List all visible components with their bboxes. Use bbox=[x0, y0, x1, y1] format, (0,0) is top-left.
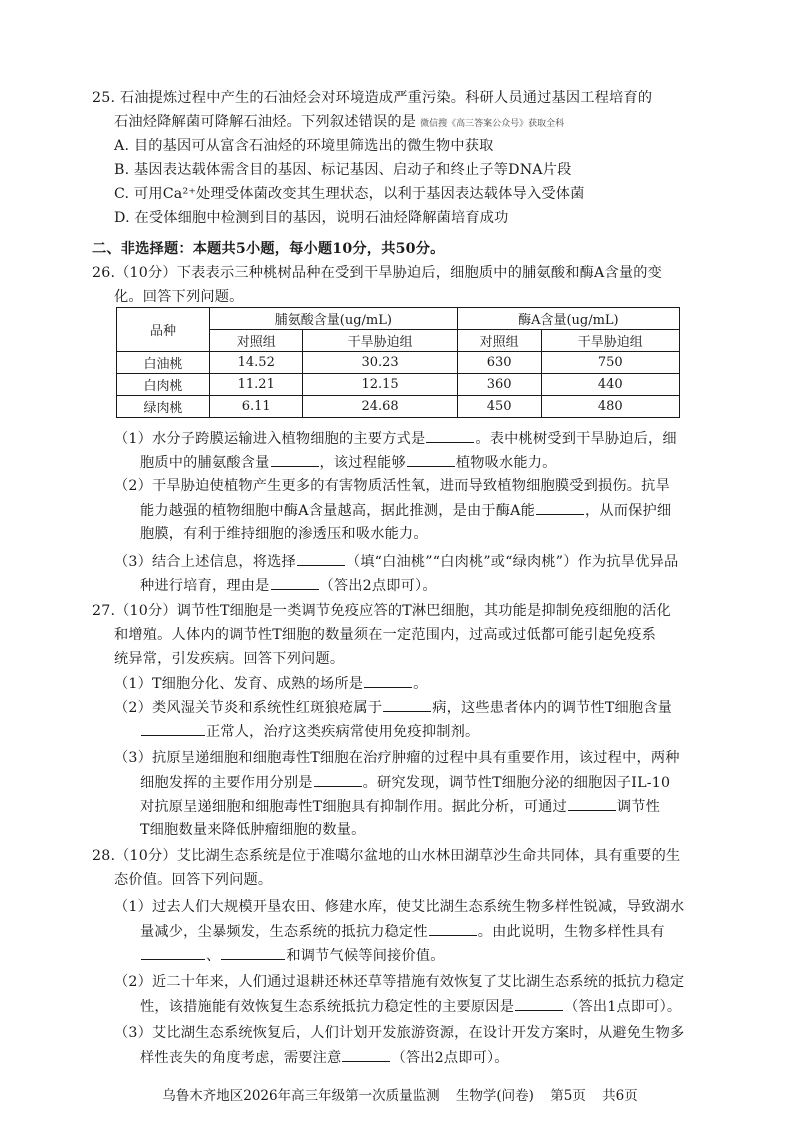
q25-stem-line1: 25. 石油提炼过程中产生的石油烃会对环境造成严重污染。科研人员通过基因工程培育的 bbox=[92, 90, 653, 106]
q28-sub1-text: 和调节气候等间接价值。 bbox=[286, 948, 445, 964]
q27-sub3-line2 bbox=[140, 772, 670, 793]
q26-sub1-text: 植物吸水能力。 bbox=[455, 455, 557, 471]
q28-sub2-text: （答出1点即可）。 bbox=[564, 999, 682, 1015]
q26-sub2-text: ，从而保护细 bbox=[584, 503, 672, 519]
answer-blank[interactable] bbox=[271, 452, 319, 467]
table-cell: 360 bbox=[457, 374, 541, 396]
answer-blank[interactable] bbox=[426, 428, 474, 443]
q27-sub2-text: 正常人，治疗这类疾病常使用免疫抑制剂。 bbox=[206, 724, 480, 740]
q27-sub3-text: 对抗原呈递细胞和细胞毒性T细胞具有抑制作用。据此分析，可通过 bbox=[140, 799, 567, 815]
table-header-variety: 品种 bbox=[117, 308, 210, 352]
table-cell: 480 bbox=[541, 396, 679, 418]
q25-stem-line2 bbox=[114, 112, 564, 134]
table-header-proline: 脯氨酸含量(ug/mL) bbox=[210, 308, 458, 330]
answer-blank[interactable] bbox=[536, 500, 584, 515]
q26-sub3-text: （填“白油桃”“白肉桃”或“绿肉桃”）作为抗旱优异品 bbox=[345, 554, 679, 570]
q26-sub1-text: （1）水分子跨膜运输进入植物细胞的主要方式是 bbox=[114, 431, 426, 447]
table-cell-variety: 绿肉桃 bbox=[117, 396, 210, 418]
table-cell: 450 bbox=[457, 396, 541, 418]
answer-blank[interactable] bbox=[568, 796, 616, 811]
q27-stem-line3: 统异常，引发疾病。回答下列问题。 bbox=[114, 651, 345, 667]
q28-sub2-text: 性，该措施能有效恢复生态系统抵抗力稳定性的主要原因是 bbox=[140, 999, 515, 1015]
q27-sub3-text: 细胞发挥的主要作用分别是 bbox=[140, 775, 313, 791]
table-cell: 24.68 bbox=[303, 396, 457, 418]
table-cell: 440 bbox=[541, 374, 679, 396]
q26-sub2-line3: 胞膜，有利于维持细胞的渗透压和吸水能力。 bbox=[140, 526, 428, 542]
q27-sub2-line2 bbox=[140, 721, 479, 742]
answer-blank[interactable] bbox=[141, 721, 205, 736]
table-header-enzyme-drought: 干旱胁迫组 bbox=[541, 330, 679, 352]
answer-blank[interactable] bbox=[314, 772, 362, 787]
q26-sub3-text: （3）结合上述信息，将选择 bbox=[114, 554, 296, 570]
q26-data-table bbox=[116, 307, 680, 418]
answer-blank[interactable] bbox=[383, 697, 431, 712]
q26-sub3-text: 种进行培育，理由是 bbox=[140, 578, 270, 594]
q26-sub2-text: 能力越强的植物细胞中酶A含量越高，据此推测，是由于酶A能 bbox=[140, 503, 535, 519]
q26-sub3-line1 bbox=[114, 551, 678, 572]
q27-sub3-line1: （3）抗原呈递细胞和细胞毒性T细胞在治疗肿瘤的过程中具有重要作用，该过程中，两种 bbox=[114, 750, 680, 766]
q28-sub1-text: 量减少，尘暴频发，生态系统的抵抗力稳定性 bbox=[140, 924, 428, 940]
q27-sub2-text: （2）类风湿关节炎和系统性红斑狼疮属于 bbox=[114, 700, 383, 716]
table-cell: 750 bbox=[541, 352, 679, 374]
table-header-enzyme: 酶A含量(ug/mL) bbox=[457, 308, 679, 330]
table-cell-variety: 白肉桃 bbox=[117, 374, 210, 396]
q26-sub1-text: 。表中桃树受到干旱胁迫后，细 bbox=[475, 431, 677, 447]
answer-blank[interactable] bbox=[271, 575, 319, 590]
q28-sub1-text: 。由此说明，生物多样性具有 bbox=[477, 924, 665, 940]
q27-sub3-line4: T细胞数量来降低肿瘤细胞的数量。 bbox=[140, 822, 366, 838]
table-header-proline-drought: 干旱胁迫组 bbox=[303, 330, 457, 352]
q28-sub1-text: 、 bbox=[206, 948, 221, 964]
q26-sub3-line2 bbox=[140, 575, 437, 596]
q28-sub1-line3 bbox=[140, 945, 445, 966]
q27-sub1 bbox=[114, 673, 427, 694]
footer-exam-title: 乌鲁木齐地区2026年高三年级第一次质量监测 bbox=[162, 1088, 440, 1104]
q25-option-a: A. 目的基因可从富含石油烃的环境里筛选出的微生物中获取 bbox=[114, 138, 494, 154]
q28-sub3-line2 bbox=[140, 1047, 509, 1068]
page-footer bbox=[0, 1084, 800, 1104]
answer-blank[interactable] bbox=[364, 673, 412, 688]
footer-page-number: 第5页 bbox=[550, 1088, 586, 1104]
table-header-proline-control: 对照组 bbox=[210, 330, 303, 352]
footer-subject: 生物学(问卷) bbox=[455, 1088, 534, 1104]
q27-sub3-text: 。研究发现，调节性T细胞分泌的细胞因子IL-10 bbox=[362, 775, 671, 791]
q27-sub1-text: 。 bbox=[413, 676, 428, 692]
section-heading: 二、非选择题：本题共5小题，每小题10分，共50分。 bbox=[92, 241, 445, 257]
q26-sub3-text: （答出2点即可）。 bbox=[319, 578, 437, 594]
answer-blank[interactable] bbox=[515, 996, 563, 1011]
q26-sub1-text: ，该过程能够 bbox=[319, 455, 406, 471]
answer-blank[interactable] bbox=[342, 1047, 390, 1062]
q26-sub1-line1 bbox=[114, 428, 677, 449]
q26-sub1-text: 胞质中的脯氨酸含量 bbox=[140, 455, 270, 471]
watermark-note: 微信搜《高三答案公众号》获取全科 bbox=[420, 119, 565, 129]
table-row bbox=[117, 374, 680, 396]
q28-sub3-text: （答出2点即可）。 bbox=[391, 1050, 509, 1066]
q28-sub3-line1: （3）艾比湖生态系统恢复后，人们计划开发旅游资源，在设计开发方案时，从避免生物多 bbox=[114, 1025, 685, 1041]
q25-stem-text: 石油烃降解菌可降解石油烃。下列叙述错误的是 bbox=[114, 114, 417, 130]
answer-blank[interactable] bbox=[141, 945, 205, 960]
q25-option-d: D. 在受体细胞中检测到目的基因，说明石油烃降解菌培育成功 bbox=[114, 210, 509, 226]
q28-sub2-line1: （2）近二十年来，人们通过退耕还林还草等措施有效恢复了艾比湖生态系统的抵抗力稳定 bbox=[114, 974, 685, 990]
footer-page-total: 共6页 bbox=[602, 1088, 638, 1104]
q27-sub2-line1 bbox=[114, 697, 672, 718]
q28-stem-line1: 28.（10分）艾比湖生态系统是位于准噶尔盆地的山水林田湖草沙生命共同体，具有重要的生 bbox=[92, 848, 681, 864]
answer-blank[interactable] bbox=[429, 921, 477, 936]
table-row bbox=[117, 352, 680, 374]
table-header-enzyme-control: 对照组 bbox=[457, 330, 541, 352]
table-cell: 11.21 bbox=[210, 374, 303, 396]
table-cell: 630 bbox=[457, 352, 541, 374]
q26-sub1-line2 bbox=[140, 452, 557, 473]
q28-stem-line2: 态价值。回答下列问题。 bbox=[114, 872, 273, 888]
q26-stem-line2: 化。回答下列问题。 bbox=[114, 289, 244, 305]
q26-sub2-line1: （2）干旱胁迫使植物产生更多的有害物质活性氧，进而导致植物细胞膜受到损伤。抗旱 bbox=[114, 478, 670, 494]
table-cell: 12.15 bbox=[303, 374, 457, 396]
table-cell: 30.23 bbox=[303, 352, 457, 374]
q28-sub2-line2 bbox=[140, 996, 681, 1017]
answer-blank[interactable] bbox=[297, 551, 345, 566]
q26-sub2-line2 bbox=[140, 500, 671, 521]
q27-sub2-text: 病，这些患者体内的调节性T细胞含量 bbox=[432, 700, 673, 716]
q27-sub3-text: 调节性 bbox=[616, 799, 661, 815]
answer-blank[interactable] bbox=[221, 945, 285, 960]
q28-sub1-line1: （1）过去人们大规模开垦农田、修建水库，使艾比湖生态系统生物多样性锐减，导致湖水 bbox=[114, 899, 685, 915]
q27-sub1-text: （1）T细胞分化、发育、成熟的场所是 bbox=[114, 676, 364, 692]
q27-sub3-line3 bbox=[140, 796, 660, 817]
table-cell: 6.11 bbox=[210, 396, 303, 418]
table-cell-variety: 白油桃 bbox=[117, 352, 210, 374]
table-row bbox=[117, 396, 680, 418]
q25-option-b: B. 基因表达载体需含目的基因、标记基因、启动子和终止子等DNA片段 bbox=[114, 162, 572, 178]
q28-sub3-text: 样性丧失的角度考虑，需要注意 bbox=[140, 1050, 342, 1066]
q27-stem-line1: 27.（10分）调节性T细胞是一类调节免疫应答的T淋巴细胞，其功能是抑制免疫细胞的活化 bbox=[92, 603, 671, 619]
q25-option-c: C. 可用Ca²⁺处理受体菌改变其生理状态，以利于基因表达载体导入受体菌 bbox=[114, 186, 585, 202]
q27-stem-line2: 和增殖。人体内的调节性T细胞的数量须在一定范围内，过高或过低都可能引起免疫系 bbox=[114, 627, 657, 643]
table-cell: 14.52 bbox=[210, 352, 303, 374]
answer-blank[interactable] bbox=[407, 452, 455, 467]
q28-sub1-line2 bbox=[140, 921, 665, 942]
q26-stem-line1: 26.（10分）下表表示三种桃树品种在受到干旱胁迫后，细胞质中的脯氨酸和酶A含量的变 bbox=[92, 265, 663, 281]
